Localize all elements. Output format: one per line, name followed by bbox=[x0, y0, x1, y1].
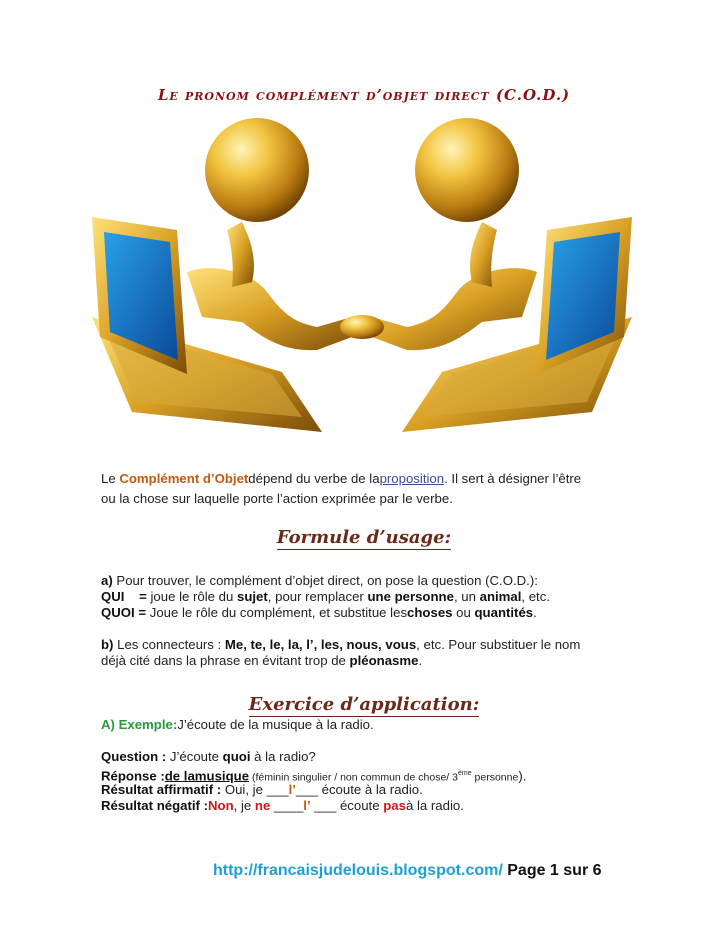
kw-choses: choses bbox=[407, 605, 453, 620]
text: J’écoute bbox=[166, 749, 223, 764]
kw-connecteurs: Me, te, le, la, l’, les, nous, vous bbox=[224, 637, 417, 652]
heading-formule-text: Formule d’usage: bbox=[276, 527, 452, 548]
intro-line-2: ou la chose sur laquelle porte l’action exprimée par le verbe. bbox=[101, 491, 453, 506]
kw-personne: une personne bbox=[367, 589, 454, 604]
heading-exercice bbox=[0, 694, 728, 715]
label-question: Question : bbox=[101, 749, 167, 764]
page-title: Le pronom complément d’objet direct (C.O.D.) bbox=[157, 86, 571, 104]
text: ___ écoute bbox=[310, 798, 384, 813]
kw-quoi: quoi bbox=[222, 749, 251, 764]
label-qui: QUI = bbox=[101, 589, 147, 604]
text: Oui, je ___ bbox=[221, 782, 289, 797]
page-footer bbox=[213, 862, 602, 880]
text: ou bbox=[452, 605, 475, 620]
proposition-link[interactable]: proposition bbox=[379, 471, 445, 486]
text: ). bbox=[518, 768, 527, 784]
text: , etc. Pour substituer le nom bbox=[416, 637, 581, 652]
kw-quantites: quantités bbox=[474, 605, 534, 620]
term-complement-objet: Complément d’Objet bbox=[119, 471, 249, 486]
intro-text: Le bbox=[101, 471, 120, 486]
kw-sujet: sujet bbox=[237, 589, 268, 604]
text: ___ écoute à la radio. bbox=[295, 782, 423, 797]
text: , etc. bbox=[521, 589, 550, 604]
kw-ne: ne bbox=[254, 798, 271, 813]
label-reponse: Réponse : bbox=[101, 768, 165, 784]
heading-formule bbox=[0, 527, 728, 548]
formule-b-line2 bbox=[101, 652, 422, 670]
heading-exercice-text: Exercice d’application: bbox=[248, 694, 480, 715]
text: ____ bbox=[270, 798, 304, 813]
text: , je bbox=[233, 798, 255, 813]
text: . bbox=[533, 605, 537, 620]
text: Joue le rôle du complément, et substitue les bbox=[146, 605, 408, 620]
exemple-line bbox=[101, 716, 374, 734]
label-a: a) bbox=[101, 573, 113, 588]
question-line bbox=[101, 748, 316, 766]
text: , pour remplacer bbox=[267, 589, 368, 604]
label-exemple: A) Exemple: bbox=[101, 717, 178, 732]
label-affirmatif: Résultat affirmatif : bbox=[101, 782, 222, 797]
kw-animal: animal bbox=[479, 589, 522, 604]
text: à la radio? bbox=[250, 749, 316, 764]
answer-de-la-musique: de lamusique bbox=[164, 768, 250, 784]
negatif-line bbox=[101, 797, 464, 815]
golden-figures-laptops-illustration bbox=[92, 112, 632, 452]
note: personne bbox=[471, 771, 519, 784]
kw-pas: pas bbox=[383, 798, 406, 813]
label-b: b) bbox=[101, 637, 114, 652]
label-negatif: Résultat négatif : bbox=[101, 798, 208, 813]
text: . bbox=[418, 653, 423, 668]
text: Les connecteurs : bbox=[113, 637, 225, 652]
text: , un bbox=[453, 589, 480, 604]
kw-l: l’ bbox=[288, 782, 296, 797]
intro-text: dépend du verbe de la bbox=[248, 471, 380, 486]
kw-l: l’ bbox=[303, 798, 311, 813]
blog-url-link[interactable]: http://francaisjudelouis.blogspot.com/ bbox=[213, 862, 503, 879]
note: (féminin singulier / non commun de chose/ 3 bbox=[249, 771, 458, 784]
label-quoi: QUOI = bbox=[101, 605, 147, 620]
intro-text: . Il sert à désigner l’être bbox=[444, 471, 582, 486]
text: joue le rôle du bbox=[146, 589, 237, 604]
text: déjà cité dans la phrase en évitant trop de bbox=[101, 653, 350, 668]
page-number: Page 1 sur 6 bbox=[502, 862, 602, 879]
sup: ème bbox=[457, 770, 472, 777]
kw-non: Non bbox=[207, 798, 234, 813]
text: Pour trouver, le complément d’objet direct, on pose la question (C.O.D.): bbox=[112, 573, 538, 588]
formule-quoi bbox=[101, 604, 537, 622]
text: J’écoute de la musique à la radio. bbox=[177, 717, 374, 732]
kw-pleonasme: pléonasme bbox=[349, 653, 419, 668]
text: à la radio. bbox=[405, 798, 464, 813]
intro-line-1 bbox=[101, 470, 581, 488]
